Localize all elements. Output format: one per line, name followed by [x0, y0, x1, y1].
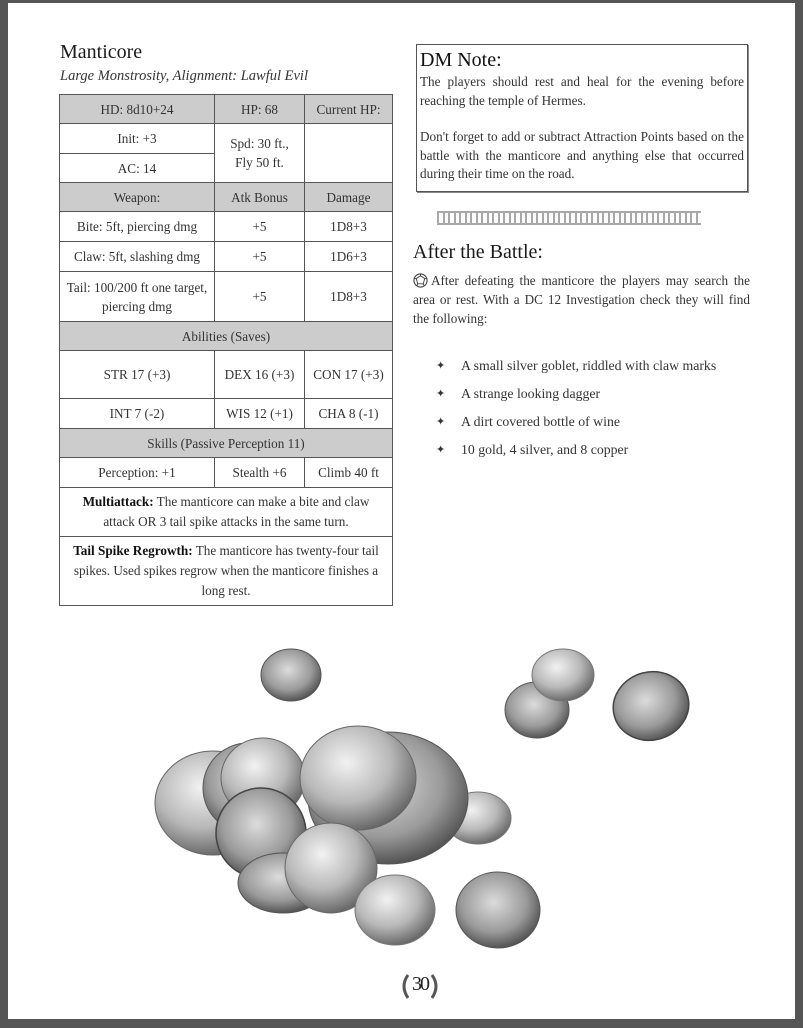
d20-dice-icon — [413, 273, 428, 288]
page-number-text: 30 — [412, 973, 428, 995]
greek-key-divider — [437, 211, 701, 225]
hit-dice: HD: 8d10+24 — [60, 95, 215, 124]
dm-note-paragraph-2: Don't forget to add or subtract Attraction Points based on the battle with the manticore and anything else that occurred during their time on the road. — [420, 129, 744, 181]
coins-illustration — [143, 638, 703, 968]
trait-name: Multiattack: — [82, 494, 154, 509]
speed-line-2: Fly 50 ft. — [235, 155, 284, 170]
loot-list — [436, 355, 716, 467]
weapon-header: Weapon: — [60, 183, 215, 212]
list-item: ✦ A small silver goblet, riddled with claw marks — [436, 355, 716, 383]
abilities-header: Abilities (Saves) — [60, 322, 393, 351]
dm-note-paragraph-1: The players should rest and heal for the evening before reaching the temple of Hermes. — [420, 74, 744, 108]
hit-points: HP: 68 — [215, 95, 305, 124]
current-hp-label: Current HP: — [305, 95, 393, 124]
skill-perception: Perception: +1 — [60, 458, 215, 488]
monster-name: Manticore — [60, 41, 143, 63]
trait-text: The manticore can make a bite and claw attack OR 3 tail spike attacks in the same turn. — [103, 494, 370, 529]
skills-header: Skills (Passive Perception 11) — [60, 429, 393, 458]
weapon-name: Tail: 100/200 ft one target, piercing dmg — [60, 272, 215, 322]
dm-note-title: DM Note: — [420, 49, 502, 71]
after-battle-text — [413, 271, 750, 328]
skill-stealth: Stealth +6 — [215, 458, 305, 488]
initiative: Init: +3 — [60, 124, 215, 154]
list-item: ✦ 10 gold, 4 silver, and 8 copper — [436, 439, 716, 467]
weapon-damage: 1D8+3 — [305, 272, 393, 322]
ability-dex: DEX 16 (+3) — [215, 351, 305, 399]
page-number — [398, 971, 442, 1001]
speed — [215, 124, 305, 183]
ability-cha: CHA 8 (-1) — [305, 399, 393, 429]
armor-class: AC: 14 — [60, 154, 215, 183]
weapon-damage: 1D8+3 — [305, 212, 393, 242]
trait-tail-spike-regrowth — [60, 537, 393, 606]
monster-subtitle: Large Monstrosity, Alignment: Lawful Evil — [60, 68, 308, 84]
list-item: ✦ A strange looking dagger — [436, 383, 716, 411]
weapon-row — [60, 272, 393, 322]
atk-bonus-header: Atk Bonus — [215, 183, 305, 212]
list-item: ✦ A dirt covered bottle of wine — [436, 411, 716, 439]
weapon-bonus: +5 — [215, 212, 305, 242]
weapon-row — [60, 242, 393, 272]
weapon-bonus: +5 — [215, 242, 305, 272]
after-battle-title: After the Battle: — [413, 241, 543, 263]
weapon-name: Claw: 5ft, slashing dmg — [60, 242, 215, 272]
weapon-damage: 1D6+3 — [305, 242, 393, 272]
stat-block-table — [59, 94, 393, 606]
ability-wis: WIS 12 (+1) — [215, 399, 305, 429]
damage-header: Damage — [305, 183, 393, 212]
four-point-star-icon: ✦ — [436, 360, 446, 372]
document-page — [8, 3, 795, 1019]
dm-note-box — [416, 44, 748, 192]
trait-multiattack — [60, 488, 393, 537]
speed-line-1: Spd: 30 ft., — [230, 136, 289, 151]
current-hp-field[interactable] — [305, 124, 393, 183]
ability-con: CON 17 (+3) — [305, 351, 393, 399]
weapon-name: Bite: 5ft, piercing dmg — [60, 212, 215, 242]
four-point-star-icon: ✦ — [436, 416, 446, 428]
four-point-star-icon: ✦ — [436, 388, 446, 400]
skill-climb: Climb 40 ft — [305, 458, 393, 488]
ability-int: INT 7 (-2) — [60, 399, 215, 429]
four-point-star-icon: ✦ — [436, 444, 446, 456]
weapon-bonus: +5 — [215, 272, 305, 322]
trait-text: The manticore has twenty-four tail spikes. Used spikes regrow when the manticore finishes a long rest. — [73, 543, 379, 598]
trait-name: Tail Spike Regrowth: — [73, 543, 193, 558]
after-battle-paragraph: After defeating the manticore the players may search the area or rest. With a DC 12 Investigation check they will find the following: — [413, 273, 750, 326]
weapon-row — [60, 212, 393, 242]
ability-str: STR 17 (+3) — [60, 351, 215, 399]
